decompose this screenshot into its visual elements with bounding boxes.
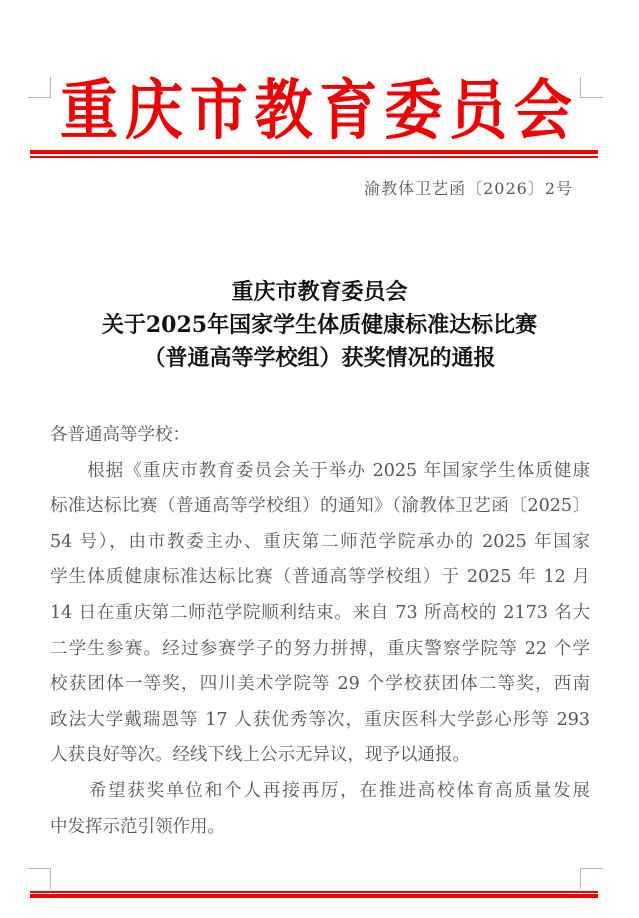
masthead-title: [60, 71, 572, 149]
body-line: 人获良好等次。经线下线上公示无异议，现予以通报。: [50, 745, 470, 766]
body-line: 政法大学戴瑞恩等 17 人获优秀等次，重庆医科大学彭心彤等 293: [50, 709, 590, 730]
body-line: 54 号），由市教委主办、重庆第二师范学院承办的 2025 年国家: [50, 531, 590, 552]
masthead-char: 教: [254, 71, 313, 149]
masthead-char: 委: [384, 71, 443, 149]
body-line: 根据《重庆市教育委员会关于举办 2025 年国家学生体质健康: [50, 460, 590, 481]
document-body: [50, 418, 590, 845]
corner-mark-top-right: [580, 77, 603, 98]
body-line: 标准达标比赛（普通高等学校组）的通知》（渝教体卫艺函〔2025〕: [50, 496, 590, 517]
paragraph-1: [50, 454, 590, 774]
masthead-char: 市: [189, 71, 248, 149]
document-number: 渝教体卫艺函〔2026〕2号: [364, 179, 573, 198]
footer-rule-thin: [30, 891, 598, 893]
masthead-char: 会: [513, 71, 572, 149]
title-line: 重庆市教育委员会: [231, 279, 408, 305]
body-line: 希望获奖单位和个人再接再厉，在推进高校体育高质量发展: [50, 780, 590, 801]
header-rule-thick: [30, 150, 598, 154]
masthead-char: 育: [319, 71, 378, 149]
masthead-char: 庆: [124, 71, 183, 149]
salutation: 各普通高等学校：: [50, 425, 190, 445]
corner-mark-bottom-right: [580, 868, 603, 889]
document-title: [0, 276, 639, 375]
body-line: 14 日在重庆第二师范学院顺利结束。来自 73 所高校的 2173 名大: [50, 602, 590, 623]
paragraph-2: [50, 774, 590, 845]
corner-mark-bottom-left: [28, 868, 51, 889]
body-line: 中发挥示范引领作用。: [50, 816, 225, 837]
body-line: 学生体质健康标准达标比赛（普通高等学校组）于 2025 年 12 月: [50, 567, 590, 588]
masthead-char: 重: [60, 71, 119, 149]
title-line: 关于2025年国家学生体质健康标准达标比赛: [101, 312, 538, 338]
title-line: （普通高等学校组）获奖情况的通报: [143, 345, 496, 371]
body-line: 校获团体一等奖，四川美术学院等 29 个学校获团体二等奖，西南: [50, 674, 590, 695]
masthead-char: 员: [449, 71, 508, 149]
body-line: 二学生参赛。经过参赛学子的努力拼搏，重庆警察学院等 22 个学: [50, 638, 590, 659]
footer-rule-thick: [30, 894, 598, 898]
header-rule-thin: [30, 156, 598, 158]
corner-mark-top-left: [28, 77, 51, 98]
